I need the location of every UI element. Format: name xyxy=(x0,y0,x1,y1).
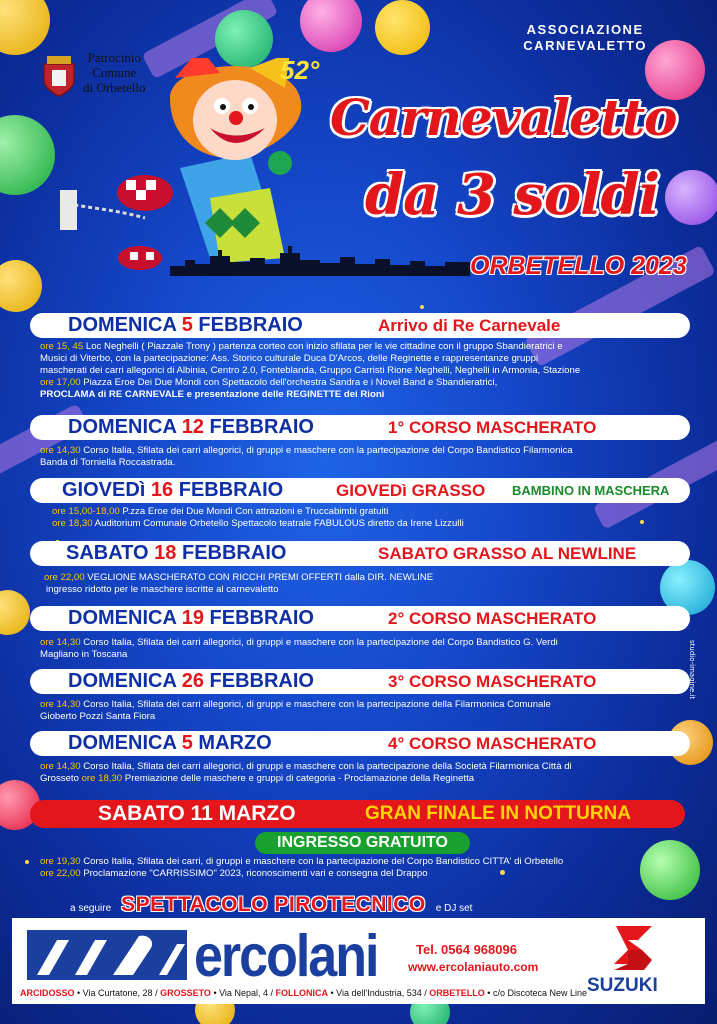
fireworks-title: SPETTACOLO PIROTECNICO xyxy=(121,893,426,916)
event-description xyxy=(44,572,689,596)
description-line: ore 15, 45 Loc Neghelli ( Piazzale Trony ) partenza corteo con inizio sfilata per le vie cittadine con il gruppo Sbandieratrici e xyxy=(40,341,563,352)
address-city: GROSSETO xyxy=(160,988,211,998)
event-description xyxy=(40,341,685,401)
sponsor-footer xyxy=(12,918,705,1004)
finale-description xyxy=(40,856,685,880)
patronage-line-2: Comune xyxy=(92,65,137,80)
balloon-green xyxy=(0,115,55,195)
event-title: 4° CORSO MASCHERATO xyxy=(388,733,597,753)
confetti-dot xyxy=(25,860,29,864)
association-line-2: CARNEVALETTO xyxy=(523,38,647,53)
sponsor-website[interactable]: www.ercolaniauto.com xyxy=(408,960,539,974)
description-line: ore 14,30 Corso Italia, Sfilata dei carri allegorici, di gruppi e maschere con la partecipazione del Corpo Bandistico G. Verdi xyxy=(40,637,558,648)
sponsor-phone: Tel. 0564 968096 xyxy=(416,942,517,957)
address-street: c/o Discoteca New Line xyxy=(492,988,587,998)
event-subtitle: BAMBINO IN MASCHERA xyxy=(512,483,670,498)
description-line: ore 22,00 VEGLIONE MASCHERATO CON RICCHI PREMI OFFERTI dalla DIR. NEWLINE xyxy=(44,572,434,583)
description-line: Magliano in Toscana xyxy=(40,649,128,660)
address-street: Via Curtatone, 28 xyxy=(82,988,153,998)
event-description xyxy=(40,699,685,723)
event-day: SABATO 18 FEBBRAIO xyxy=(66,542,287,564)
designer-credit: studio-imagine.it xyxy=(688,640,696,700)
finale-title: GRAN FINALE IN NOTTURNA xyxy=(365,803,631,824)
event-description xyxy=(40,637,685,661)
city-year: ORBETELLO 2023 xyxy=(470,252,687,280)
description-line: Gioberto Pozzi Santa Fiora xyxy=(40,711,156,722)
description-line: Grosseto ore 18,30 Premiazione delle maschere e gruppi di categoria - Proclamazione della Reginetta xyxy=(40,773,475,784)
sponsor-name: ercolani xyxy=(194,923,378,990)
event-title: 2° CORSO MASCHERATO xyxy=(388,608,597,628)
address-street: Via Nepal, 4 xyxy=(219,988,268,998)
address-city: ARCIDOSSO xyxy=(20,988,75,998)
event-header-bar xyxy=(30,731,690,756)
description-line: ore 22,00 Proclamazione "CARRISSIMO" 2023, riconoscimenti vari e consegna del Drappo xyxy=(40,868,428,879)
edition-number: 52° xyxy=(280,55,320,85)
description-line: ore 17,00 Piazza Eroe Dei Due Mondi con Spettacolo dell'orchestra Sandra e i Novel Band e Sbandieratrici, xyxy=(40,377,498,388)
event-header-bar xyxy=(30,313,690,338)
address-street: Via dell'Industria, 534 xyxy=(336,988,422,998)
title-line-1: Carnevaletto xyxy=(330,88,677,147)
description-line: ore 14,30 Corso Italia, Sfilata dei carri allegorici, di gruppi e maschere con la partecipazione della Filarmonica Comunale xyxy=(40,699,551,710)
title-line-2: da 3 soldi xyxy=(365,162,659,228)
balloon-pink xyxy=(300,0,362,52)
event-title: 3° CORSO MASCHERATO xyxy=(388,671,597,691)
description-line: ore 18,30 Auditorium Comunale Orbetello Spettacolo teatrale FABULOUS diretto da Irene Lizzulli xyxy=(52,518,464,529)
finale-header-bar xyxy=(30,800,685,828)
event-header-bar xyxy=(30,478,690,503)
sponsor-addresses: ARCIDOSSO • Via Curtatone, 28 / GROSSETO • Via Nepal, 4 / FOLLONICA • Via dell'Industria, 534 / ORBETELLO • c/o Discoteca New Line xyxy=(20,988,587,998)
event-title: Arrivo di Re Carnevale xyxy=(378,315,561,335)
event-header-bar xyxy=(30,669,690,694)
description-line: PROCLAMA di RE CARNEVALE e presentazione delle REGINETTE dei Rioni xyxy=(40,389,385,400)
event-description xyxy=(40,445,685,469)
ercolani-logo-icon xyxy=(27,930,187,980)
event-header-bar xyxy=(30,415,690,440)
event-description xyxy=(40,761,685,785)
event-day: DOMENICA 19 FEBBRAIO xyxy=(68,607,314,629)
description-line: ore 14,30 Corso Italia, Sfilata dei carri allegorici, di gruppi e maschere con la partecipazione della Società Filarmonica Città di xyxy=(40,761,572,772)
event-day: GIOVEDì 16 FEBBRAIO xyxy=(62,479,284,501)
suzuki-logo-icon xyxy=(608,924,658,972)
association-name xyxy=(523,22,647,54)
description-line: mascherati dei carri allegorici di Albinia, Centro 2.0, Fonteblanda, Gruppo Carristi Rione Neghelli, Neghelli in Armonia, Stazione xyxy=(40,365,581,376)
finale-day: SABATO 11 MARZO xyxy=(98,802,296,825)
description-line: ore 14,30 Corso Italia, Sfilata dei carri allegorici, di gruppi e maschere con la partecipazione del Corpo Bandistico Filarmonica xyxy=(40,445,573,456)
event-day: DOMENICA 5 FEBBRAIO xyxy=(68,314,303,336)
balloon-yellow xyxy=(0,0,50,55)
event-day: DOMENICA 5 MARZO xyxy=(68,732,272,754)
patronage-line-3: di Orbetello xyxy=(83,80,146,95)
event-day: DOMENICA 12 FEBBRAIO xyxy=(68,416,314,438)
description-line: Banda di Torniella Roccastrada. xyxy=(40,457,176,468)
address-city: FOLLONICA xyxy=(275,988,328,998)
event-title: GIOVEDì GRASSO xyxy=(336,480,486,500)
fireworks-line xyxy=(70,893,472,917)
town-skyline xyxy=(170,238,470,276)
free-entry-badge: INGRESSO GRATUITO xyxy=(255,832,470,854)
address-city: ORBETELLO xyxy=(429,988,485,998)
balloon-purple xyxy=(665,170,717,225)
event-description xyxy=(52,506,697,530)
description-line: ore 19,30 Corso Italia, Sfilata dei carri, di gruppi e maschere con la partecipazione del Corpo Bandistico CITTA' di Orbetello xyxy=(40,856,564,867)
event-day: DOMENICA 26 FEBBRAIO xyxy=(68,670,314,692)
confetti-dot xyxy=(420,305,424,309)
association-line-1: ASSOCIAZIONE xyxy=(526,22,644,37)
brand-name: SUZUKI xyxy=(587,975,658,996)
fireworks-prefix: a seguire xyxy=(70,903,112,914)
patronage-line-1: Patrocinio xyxy=(87,50,141,65)
balloon-yellow xyxy=(0,260,42,312)
event-title: SABATO GRASSO AL NEWLINE xyxy=(378,543,637,563)
event-header-bar xyxy=(30,606,690,631)
event-header-bar xyxy=(30,541,690,566)
description-line: ore 15,00-18,00 P.zza Eroe dei Due Mondi Con attrazioni e Truccabimbi gratuiti xyxy=(52,506,389,517)
description-line: ingresso ridotto per le maschere iscritte al carnevaletto xyxy=(46,584,279,595)
description-line: Musici di Viterbo, con la partecipazione: Ass. Storico culturale Duca D'Arcos, delle Reginette e rappresentanze gruppi xyxy=(40,353,539,364)
fireworks-suffix: e DJ set xyxy=(435,903,473,914)
balloon-yellow xyxy=(0,590,30,635)
balloon-yellow xyxy=(375,0,430,55)
event-title: 1° CORSO MASCHERATO xyxy=(388,417,597,437)
